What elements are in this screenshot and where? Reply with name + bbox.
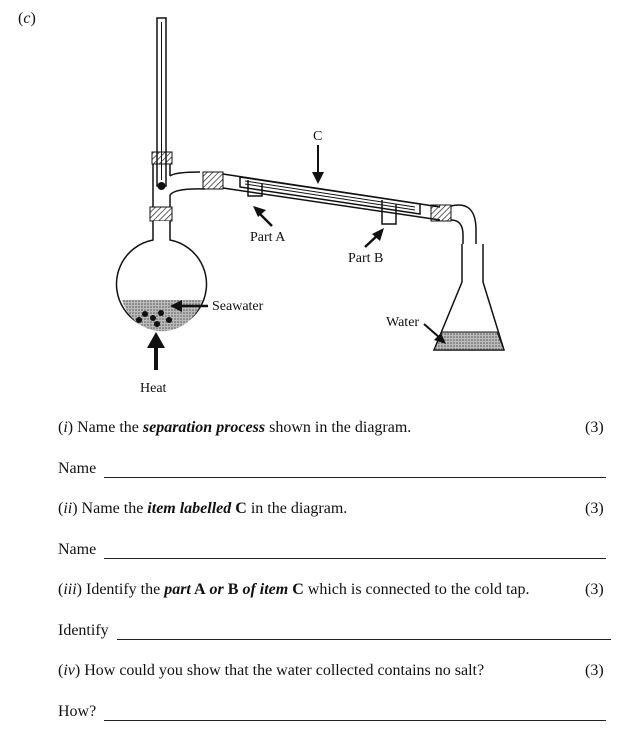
label-part-a: Part A: [250, 230, 286, 245]
question-iv: (iv) How could you show that the water collected contains no salt?: [58, 662, 485, 679]
marks-ii: (3): [585, 500, 604, 517]
flask-stopper: [150, 207, 172, 221]
answer-line-i[interactable]: [104, 477, 606, 478]
conical-flask: [434, 244, 504, 350]
label-heat: Heat: [140, 381, 167, 396]
label-water: Water: [386, 315, 420, 330]
question-i: (i) Name the separation process shown in the diagram.: [58, 419, 412, 436]
liebig-condenser: [223, 174, 440, 224]
answer-label-i: Name: [58, 460, 97, 477]
thermometer-stopper: [152, 152, 172, 164]
arrow-part-b: [365, 228, 384, 247]
answer-line-iii[interactable]: [117, 639, 611, 640]
label-seawater: Seawater: [212, 299, 264, 314]
arrow-c: [312, 145, 324, 184]
joint-right: [431, 205, 451, 221]
part-label: (c): [18, 10, 36, 27]
label-c: C: [313, 129, 323, 144]
joint-left: [203, 172, 223, 189]
arrow-part-a: [253, 206, 272, 226]
question-iii: (iii) Identify the part A or B of item C which is connected to the cold tap.: [58, 581, 530, 598]
answer-line-ii[interactable]: [104, 558, 606, 559]
answer-label-iii: Identify: [58, 622, 109, 639]
answer-label-ii: Name: [58, 541, 97, 558]
label-part-b: Part B: [348, 251, 384, 266]
round-bottom-flask: [117, 221, 207, 331]
marks-i: (3): [585, 419, 604, 436]
marks-iii: (3): [585, 581, 604, 598]
question-ii: (ii) Name the item labelled C in the diagram.: [58, 500, 348, 517]
arrow-heat: [147, 332, 165, 370]
marks-iv: (3): [585, 662, 604, 679]
answer-line-iv[interactable]: [104, 720, 606, 721]
answer-label-iv: How?: [58, 703, 97, 720]
